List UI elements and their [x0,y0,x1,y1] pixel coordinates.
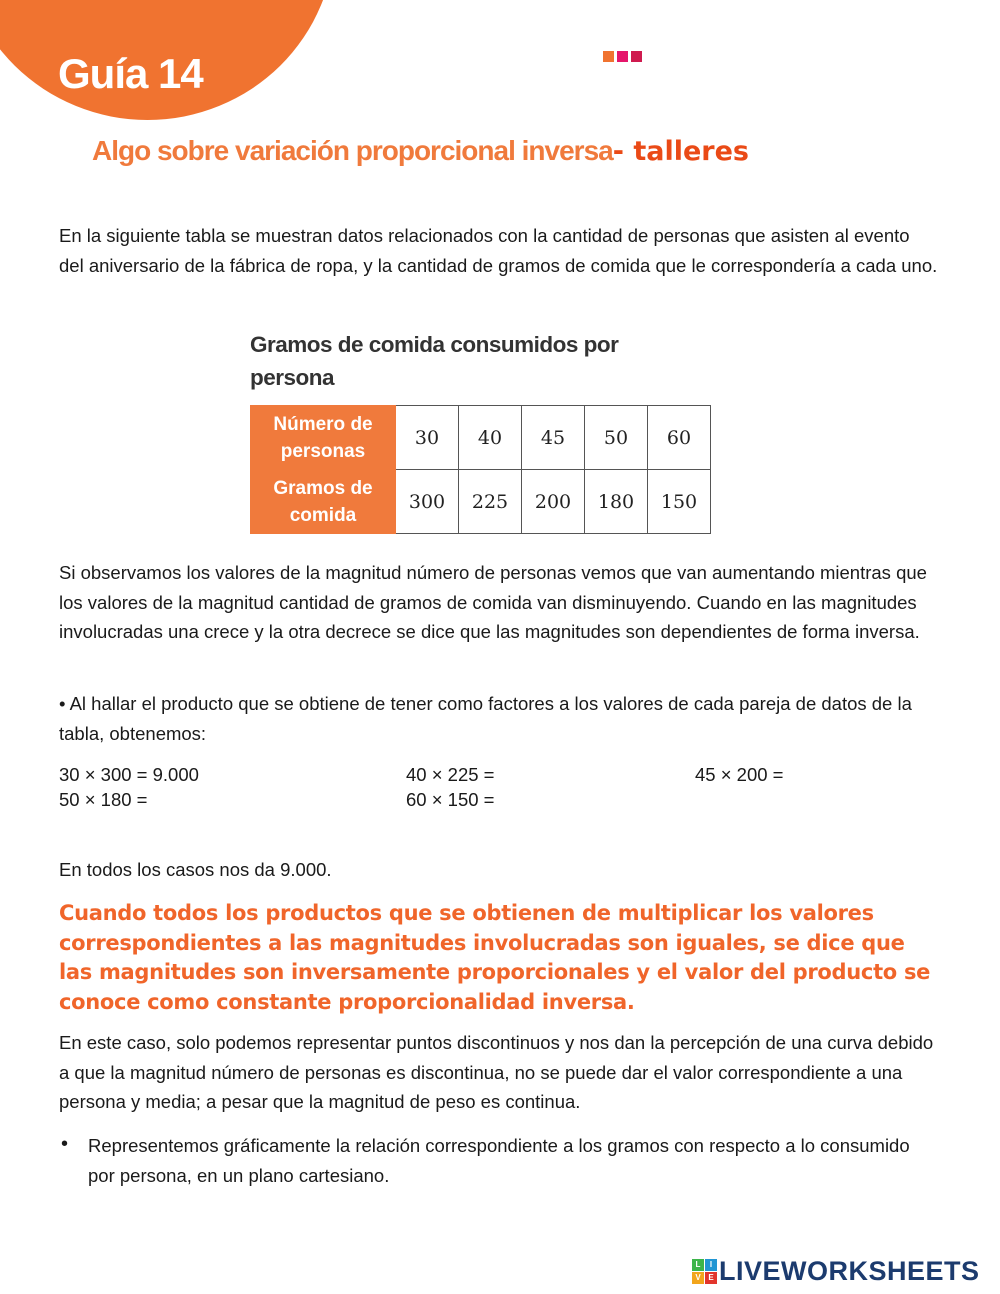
bullet-icon: • [61,1133,69,1155]
table-cell: 180 [585,470,648,534]
bullet-text: Representemos gráficamente la relación correspondiente a los gramos con respecto a lo consumido por persona, en un plano cartesiano. [88,1135,910,1186]
table-cell: 150 [648,470,711,534]
row-header-line2: personas [280,440,366,462]
row-header-line1: Número de [273,413,373,435]
table-row-persons [251,406,711,470]
table-cell: 60 [648,406,711,470]
row-header-grams [251,470,396,534]
subtitle-main: Algo sobre variación proporcional inversa [92,135,613,166]
logo-icon [692,1259,717,1284]
logo-letter: E [705,1272,717,1284]
row-header-persons [251,406,396,470]
product-intro: • Al hallar el producto que se obtiene de tener como factores a los valores de cada pareja de datos de la tabla, obtenemos: [59,693,912,744]
table-row-grams [251,470,711,534]
row-header-line1: Gramos de [273,477,373,499]
product-5: 60 × 150 = [406,789,495,810]
logo-letter: V [692,1272,704,1284]
product-1: 30 × 300 = 9.000 [59,764,199,785]
square-pink [617,51,628,62]
row-header-line2: comida [289,504,357,526]
logo-letter: L [692,1259,704,1271]
liveworksheets-logo[interactable] [692,1256,980,1287]
table-cell: 200 [522,470,585,534]
product-2: 40 × 225 = [406,764,495,785]
subtitle-suffix: - talleres [612,136,749,167]
logo-letter: I [705,1259,717,1271]
table-cell: 225 [459,470,522,534]
table-cell: 50 [585,406,648,470]
square-red [631,51,642,62]
table-cell: 300 [396,470,459,534]
data-table [250,405,711,534]
table-title-line2: persona [250,365,335,390]
all-cases-text: En todos los casos nos da 9.000. [59,859,332,880]
decorative-squares [603,51,642,62]
page-subtitle [92,135,749,167]
table-cell: 30 [396,406,459,470]
intro-paragraph: En la siguiente tabla se muestran datos relacionados con la cantidad de personas que asisten al evento del aniversario de la fábrica de ropa, y la cantidad de gramos de comida que le correspondería a cada uno. [59,225,938,276]
guide-title: Guía 14 [58,50,203,97]
table-title-line1: Gramos de comida consumidos por [250,332,619,357]
table-cell: 45 [522,406,585,470]
product-4: 50 × 180 = [59,789,148,810]
table-title [250,328,618,394]
table-cell: 40 [459,406,522,470]
product-3: 45 × 200 = [695,764,784,785]
logo-text: LIVEWORKSHEETS [719,1256,980,1286]
discontinuous-paragraph: En este caso, solo podemos representar puntos discontinuos y nos dan la percepción de una curva debido a que la magnitud número de personas es discontinua, no se puede dar el valor correspondiente a una persona y media; a pesar que la magnitud de peso es continua. [59,1032,934,1112]
observation-paragraph: Si observamos los valores de la magnitud número de personas vemos que van aumentando mientras que los valores de la magnitud cantidad de gramos de comida van disminuyendo. Cuando en las magnitudes involucradas una crece y la otra decrece se dice que las magnitudes son dependientes de forma inversa. [59,562,927,642]
definition-highlight: Cuando todos los productos que se obtienen de multiplicar los valores correspondientes a las magnitudes involucradas son iguales, se dice que las magnitudes son inversamente proporcionales y el valor del producto se conoce como constante proporcionalidad inversa. [59,901,931,1014]
square-orange [603,51,614,62]
